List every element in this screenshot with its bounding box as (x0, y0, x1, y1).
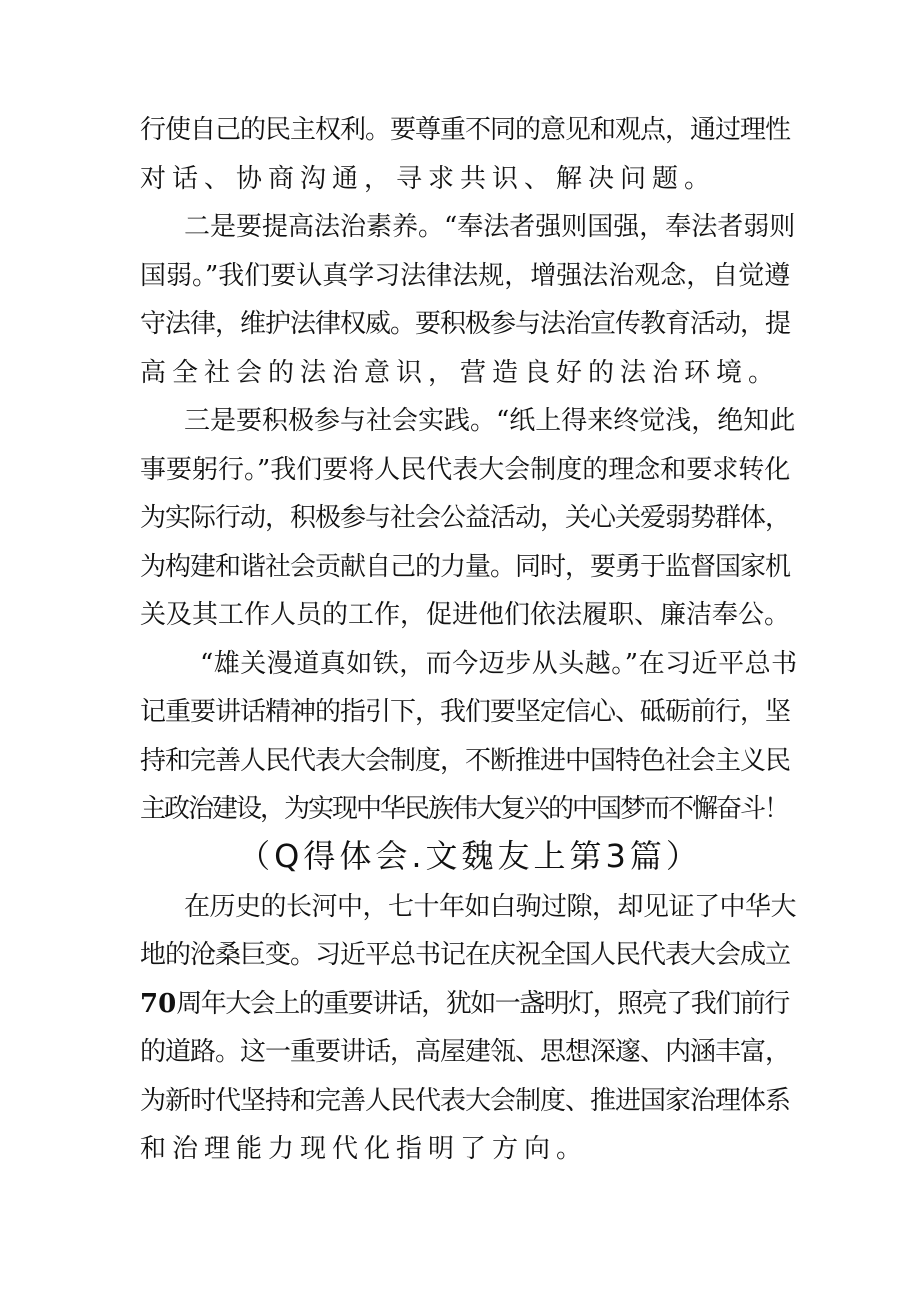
p3-line-4: 为构建和谐社会贡献自己的力量。同时，要勇于监督国家机 (140, 552, 791, 582)
p5-line-3-text: 周年大会上的重要讲话，犹如一盏明灯，照亮了我们前行 (176, 989, 789, 1019)
p4-line-2: 记重要讲话精神的指引下，我们要坚定信心、砥砺前行，坚 (140, 697, 791, 727)
p1-line-1: 行使自己的民主权利。要尊重不同的意见和观点，通过理性 (140, 115, 791, 145)
p3-line-1: 三是要积极参与社会实践。“纸上得来终觉浅，绝知此 (184, 406, 796, 436)
p2-line-2: 国弱。”我们要认真学习法律法规，增强法治观念，自觉遵 (140, 261, 791, 291)
p5-line-3 (140, 987, 800, 1021)
section-heading: （Q得体会.文魏友上第3篇） (238, 837, 702, 875)
p4-line-1: “雄关漫道真如铁，而今迈步从头越。”在习近平总书 (200, 649, 798, 679)
p5-line-2: 地的沧桑巨变。习近平总书记在庆祝全国人民代表大会成立 (140, 940, 791, 970)
p4-line-3: 持和完善人民代表大会制度，不断推进中国特色社会主义民 (140, 746, 791, 776)
p5-line-6: 和治理能力现代化指明了方向。 (140, 1134, 589, 1164)
p3-line-5: 关及其工作人员的工作，促进他们依法履职、廉洁奉公。 (140, 600, 791, 630)
p5-line-1: 在历史的长河中，七十年如白驹过隙，却见证了中华大 (184, 892, 797, 922)
p3-line-3: 为实际行动，积极参与社会公益活动，关心关爱弱势群体， (140, 503, 791, 533)
p2-line-1: 二是要提高法治素养。“奉法者强则国强，奉法者弱则 (184, 212, 796, 242)
p2-line-4: 高全社会的法治意识，营造良好的法治环境。 (140, 358, 781, 388)
p2-line-3: 守法律，维护法律权威。要积极参与法治宣传教育活动，提 (140, 309, 791, 339)
p3-line-2: 事要躬行。”我们要将人民代表大会制度的理念和要求转化 (140, 455, 791, 485)
p5-line-5: 为新时代坚持和完善人民代表大会制度、推进国家治理体系 (140, 1086, 791, 1116)
p5-number: 70 (140, 989, 177, 1019)
p4-line-4: 主政治建设，为实现中华民族伟大复兴的中国梦而不懈奋斗！ (140, 794, 789, 824)
p5-line-4: 的道路。这一重要讲话，高屋建瓴、思想深邃、内涵丰富， (140, 1037, 791, 1067)
p1-line-2: 对话、协商沟通，寻求共识、解决问题。 (140, 164, 717, 194)
